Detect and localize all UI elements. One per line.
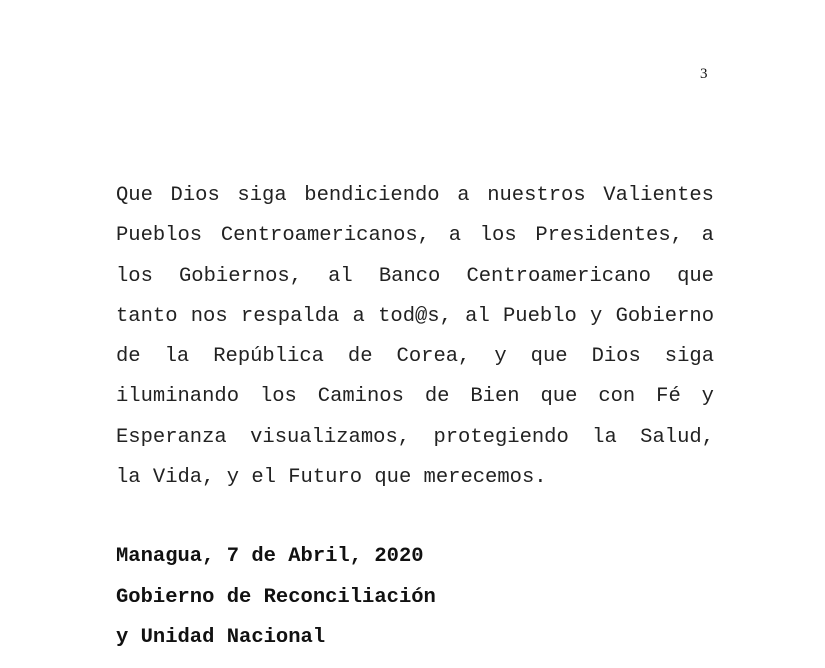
body-paragraph	[116, 176, 714, 498]
signature-date-line: Managua, 7 de Abril, 2020	[116, 545, 424, 568]
paragraph-line: Esperanza visualizamos, protegiendo la Salud,	[116, 425, 714, 449]
signature-org-line: Gobierno de Reconciliación	[116, 585, 436, 609]
signature-block	[116, 537, 616, 659]
paragraph-line: Pueblos Centroamericanos, a los Presidentes, a	[116, 224, 714, 248]
paragraph-line-last: la Vida, y el Futuro que merecemos.	[116, 466, 547, 490]
paragraph-line: tanto nos respalda a tod@s, al Pueblo y Gobierno	[116, 304, 714, 328]
signature-org-line: y Unidad Nacional	[116, 626, 326, 649]
paragraph-line: Que Dios siga bendiciendo a nuestros Valientes	[116, 184, 714, 207]
paragraph-line: los Gobiernos, al Banco Centroamericano que	[116, 264, 714, 288]
page-number: 3	[700, 66, 708, 82]
paragraph-line: iluminando los Caminos de Bien que con Fé y	[116, 385, 714, 409]
paragraph-line: de la República de Corea, y que Dios siga	[116, 345, 714, 369]
